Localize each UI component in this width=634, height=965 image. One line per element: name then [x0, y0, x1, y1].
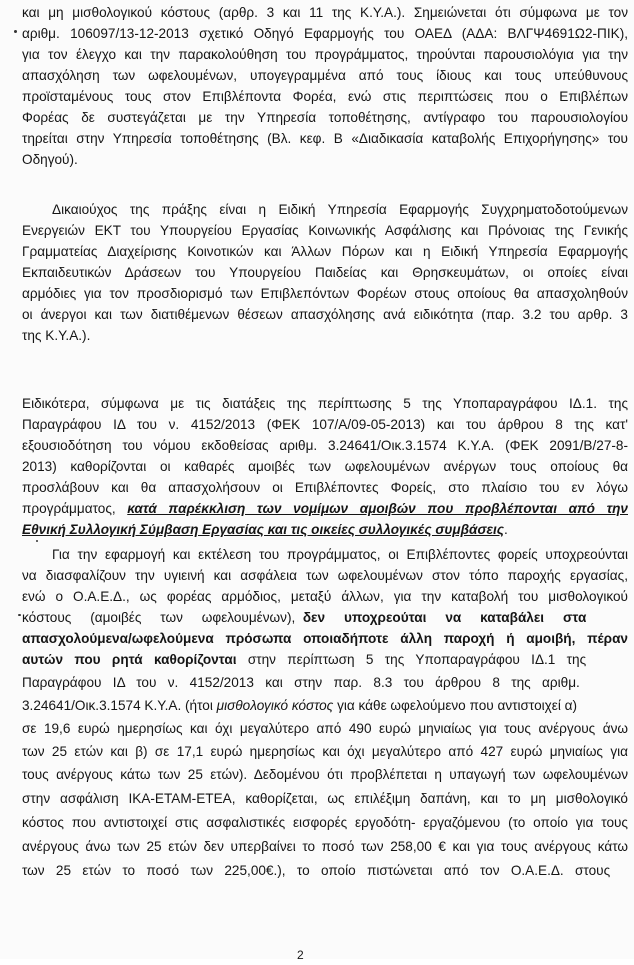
paragraph-4-line-9: σε 19,6 ευρώ ημερησίως και όχι μεγαλύτερο από 490 ευρώ μηνιαίως για τους ανέργους άνω — [22, 721, 628, 736]
scan-speck — [36, 540, 38, 542]
paragraph-4-line-14: ανέργους άνω των 25 ετών δεν υπερβαίνει το ποσό των 258,00 € και για τους ανέργους κάτω — [22, 839, 628, 854]
paragraph-1-line-7: τηρείται στην Υπηρεσία τοποθέτησης (Βλ. κεφ. Β «Διαδικασία καταβολής Επιχορήγησης» του — [22, 131, 628, 146]
paragraph-4-line-10: των 25 ετών και β) σε 17,1 ευρώ ημερησίως και όχι μεγαλύτερο από 427 ευρώ μηνιαίως για — [22, 744, 628, 759]
paragraph-4-line-1: Για την εφαρμογή και εκτέλεση του προγράμματος, οι Επιβλέποντες φορείς υποχρεούνται — [52, 547, 628, 562]
paragraph-4-line-2: να διασφαλίζουν την υγιεινή και ασφάλεια των ωφελουμένων στον τόπο παροχής εργασίας, — [22, 568, 628, 583]
paragraph-1-line-6: Φορέας δε συστεγάζεται με την Υπηρεσία τοποθέτησης, αντίγραφο του παρουσιολογίου — [22, 110, 628, 125]
paragraph-4-line-3: ενώ ο Ο.Α.Ε.Δ., ως φορέας αρμόδιος, μεταξύ άλλων, για την καταβολή του μισθολογικού — [22, 589, 628, 604]
paragraph-4-line-7: Παραγράφου ΙΔ του ν. 4152/2013 και στην παρ. 8.3 του άρθρου 8 της αριθμ. — [22, 675, 580, 690]
paragraph-4-line-4 — [22, 609, 628, 627]
paragraph-1-line-3: για τον έλεγχο και την παρακολούθηση του προγράμματος, τηρούνται παρουσιολόγια για την — [22, 47, 628, 62]
paragraph-1-line-5: προϊσταμένους τους στον Επιβλέποντα Φορέα, ενώ στις περιπτώσεις που ο Επιβλέπων — [22, 89, 628, 104]
page-number: 2 — [297, 948, 304, 962]
plain-text: 3.24641/Οικ.3.1574 Κ.Υ.Α. (ήτοι — [22, 698, 217, 713]
paragraph-2-line-1: Δικαιούχος της πράξης είναι η Ειδική Υπηρεσία Εφαρμογής Συγχρηματοδοτούμενων — [52, 202, 628, 217]
paragraph-2-line-7: της Κ.Υ.Α.). — [22, 328, 91, 343]
bold-text: δεν υποχρεούται να καταβάλει στα — [302, 610, 587, 625]
paragraph-1-line-4: απασχόληση των ωφελουμένων, υπογεγραμμένα από τους ίδιους και τους υπεύθυνους — [22, 68, 628, 83]
paragraph-4-line-8 — [22, 697, 628, 715]
plain-text: στην περίπτωση 5 της Υποπαραγράφου ΙΔ.1 της — [236, 652, 587, 667]
paragraph-4-line-6 — [22, 651, 628, 669]
paragraph-3-lead-text: προγράμματος, — [22, 501, 128, 516]
scan-speck — [18, 614, 21, 616]
paragraph-2-line-3: Γραμματείας Διαχείρισης Κοινοτικών και Άλλων Πόρων και η Ειδική Υπηρεσία Εφαρμογής — [22, 244, 628, 259]
paragraph-3-line-6 — [22, 500, 628, 518]
paragraph-4-line-13: κόστος που αντιστοιχεί στις ασφαλιστικές εισφορές εργοδότη- εργαζόμενου (το οποίο για τους — [22, 815, 628, 830]
paragraph-4-line-15: των 25 ετών το ποσό των 225,00€.), το οποίο πιστώνεται από τον Ο.Α.Ε.Δ. στους — [22, 863, 611, 878]
paragraph-3-line-4: 2013) καθορίζονται οι καθαρές αμοιβές των ωφελουμένων ανέργων τους οποίους θα — [22, 459, 628, 474]
emphasis-text: κατά παρέκκλιση των νομίμων αμοιβών που προβλέπονται από την — [127, 501, 628, 516]
italic-text: μισθολογικό κόστος — [216, 698, 334, 713]
scan-speck — [14, 30, 17, 33]
paragraph-4-line-11: τους ανέργους κάτω των 25 ετών). Δεδομένου ότι προβλέπεται η υπαγωγή των ωφελουμένων — [22, 767, 628, 782]
paragraph-2-line-5: αρμόδιες για τον προσδιορισμό των Επιβλεπόντων Φορέων στους οποίους θα απασχοληθούν — [22, 286, 628, 301]
paragraph-3-end-text: . — [504, 522, 508, 537]
paragraph-1-line-2: αριθμ. 106097/13-12-2013 σχετικό Οδηγό Εφαρμογής του ΟΑΕΔ (ΑΔΑ: ΒΛΓΨ4691Ω2-ΠΙΚ), — [22, 26, 628, 41]
plain-text: για κάθε ωφελούμενο που αντιστοιχεί α) — [333, 698, 578, 713]
paragraph-4-line-12: στην ασφάλιση ΙΚΑ-ΕΤΑΜ-ΕΤΕΑ, καθορίζεται, ως επιλέξιμη δαπάνη, και το μη μισθολογικό — [22, 791, 628, 806]
paragraph-2-line-2: Ενεργειών ΕΚΤ του Υπουργείου Εργασίας Κοινωνικής Ασφάλισης και Πρόνοιας της Γενικής — [22, 223, 628, 238]
paragraph-3-line-1: Ειδικότερα, σύμφωνα με τις διατάξεις της περίπτωσης 5 της Υποπαραγράφου ΙΔ.1. της — [22, 396, 628, 411]
paragraph-3-line-7 — [22, 521, 628, 539]
bold-text: αυτών που ρητά καθορίζονται — [22, 652, 237, 667]
paragraph-1-line-1: και μη μισθολογικού κόστους (αρθρ. 3 και 11 της Κ.Υ.Α.). Σημειώνεται ότι σύμφωνα με τον — [22, 5, 628, 20]
paragraph-3-line-2: Παραγράφου ΙΔ του ν. 4152/2013 (ΦΕΚ 107/Α/09-05-2013) και του άρθρου 8 της κατ' — [22, 417, 628, 432]
paragraph-2-line-4: Εκπαιδευτικών Δράσεων του Υπουργείου Παιδείας και Θρησκευμάτων, οι οποίες είναι — [22, 265, 628, 280]
paragraph-1-line-8: Οδηγού). — [22, 152, 78, 167]
emphasis-text: Εθνική Συλλογική Σύμβαση Εργασίας και τις οικείες συλλογικές συμβάσεις — [22, 522, 504, 537]
paragraph-4-line-5: απασχολούμενα/ωφελούμενα πρόσωπα οποιαδήποτε άλλη παροχή ή αμοιβή, πέραν — [22, 631, 628, 646]
plain-text: κόστους (αμοιβές των ωφελουμένων), — [22, 610, 303, 625]
paragraph-3-line-3: εξουσιοδότηση του νόμου εκδοθείσας αριθμ. 3.24641/Οικ.3.1574 Κ.Υ.Α. (ΦΕΚ 2091/Β/27-8- — [22, 438, 628, 453]
paragraph-3-line-5: προσλάβουν και θα απασχολήσουν οι Επιβλέποντες Φορείς, στο πλαίσιο του εν λόγω — [22, 480, 628, 495]
paragraph-2-line-6: οι άνεργοι και των διατιθέμενων θέσεων απασχόλησης ανά ειδικότητα (παρ. 3.2 του αρθρ. 3 — [22, 307, 628, 322]
